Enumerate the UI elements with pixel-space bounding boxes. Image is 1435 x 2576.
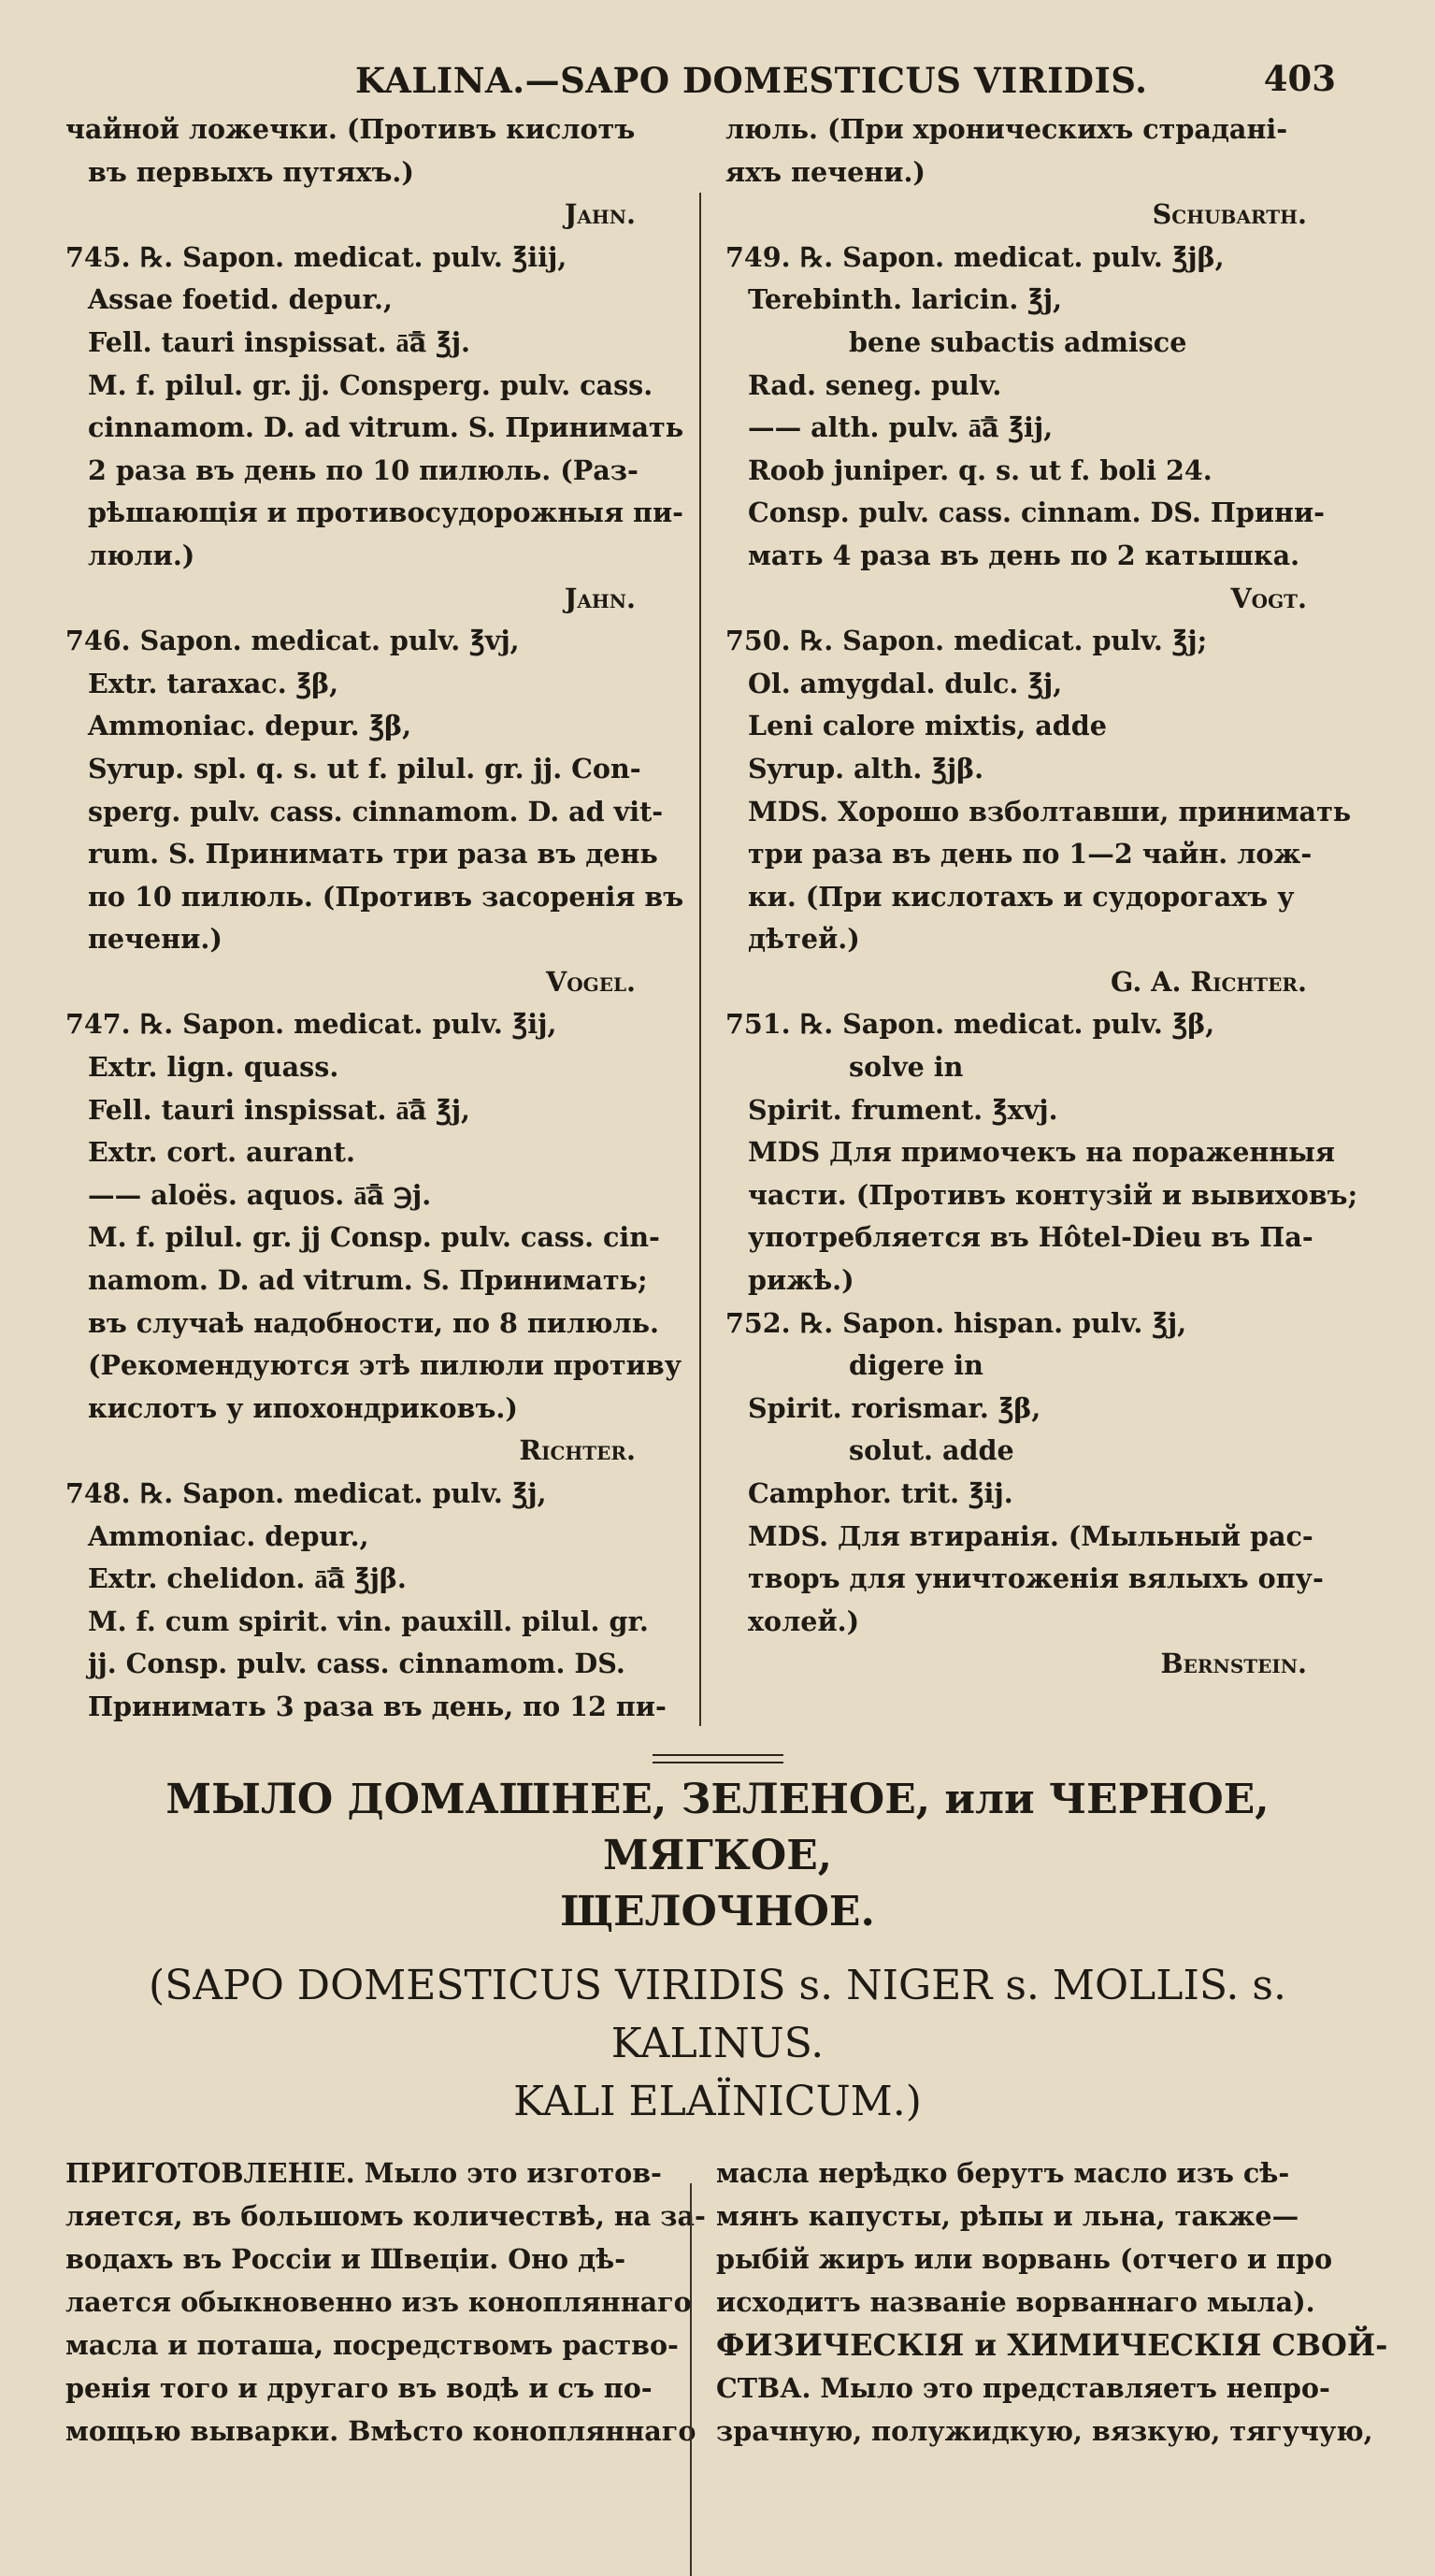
text-line: Ol. amygdal. dulc. ℥j,	[748, 667, 1063, 699]
text-line: масла нерѣдко берутъ масло изъ сѣ-	[716, 2156, 1290, 2189]
text-line: рижѣ.)	[748, 1264, 854, 1297]
text-line: bene subactis admisce	[849, 325, 1187, 358]
text-line: мянъ капусты, рѣпы и льна, также—	[716, 2199, 1299, 2232]
text-line: яхъ печени.)	[725, 155, 926, 188]
text-line: —— alth. pulv. ā͞ā ℥ij,	[748, 411, 1054, 444]
text-line: —— aloës. aquos. ā͞ā ℈j.	[88, 1178, 432, 1211]
section-title-line: МЫЛО ДОМАШНЕЕ, ЗЕЛЕНОЕ, или ЧЕРНОЕ, МЯГКОЕ,	[165, 1775, 1270, 1879]
text-line: ляется, въ большомъ количествѣ, на за-	[65, 2199, 706, 2232]
description-left	[65, 2151, 706, 2576]
text-line: Extr. chelidon. ā͞ā ℥jβ.	[88, 1562, 407, 1595]
text-line: СТВА. Мыло это представляетъ непро-	[716, 2371, 1330, 2404]
section-latin-title	[65, 1957, 1370, 2131]
text-line: 2 раза въ день по 10 пилюль. (Раз-	[88, 453, 639, 486]
text-line: Leni calore mixtis, adde	[748, 710, 1107, 742]
text-line: M. f. pilul. gr. jj Consp. pulv. cass. cin-	[88, 1221, 660, 1254]
author-signature: Jahn.	[564, 582, 636, 614]
text-line: Assae foetid. depur.,	[88, 283, 393, 316]
text-line: MDS. Для втиранія. (Мыльный рас-	[748, 1519, 1313, 1552]
text-line: печени.)	[88, 923, 222, 956]
text-line: зрачную, полужидкую, вязкую, тягучую,	[716, 2414, 1373, 2447]
running-title: KALINA.—SAPO DOMESTICUS VIRIDIS.	[355, 60, 1148, 101]
author-signature: Vogel.	[546, 965, 636, 998]
text-line: лается обыкновенно изъ конопляннаго	[65, 2285, 692, 2318]
text-line: M. f. pilul. gr. jj. Consperg. pulv. cass.	[88, 368, 653, 401]
text-line: Spirit. frument. ℥xvj.	[748, 1093, 1058, 1126]
text-line: ПРИГОТОВЛЕНІЕ. Мыло это изготов-	[65, 2156, 662, 2189]
author-signature: Vogt.	[1230, 582, 1307, 614]
text-line: по 10 пилюль. (Противъ засоренія въ	[88, 880, 684, 913]
section-ornament	[65, 1749, 1370, 1763]
text-line: Fell. tauri inspissat. ā͞ā ℥j,	[88, 1093, 471, 1126]
text-line: digere in	[849, 1349, 983, 1382]
text-line: M. f. cum spirit. vin. pauxill. pilul. gr.	[88, 1605, 649, 1637]
recipe-heading: 752. ℞. Sapon. hispan. pulv. ℥j,	[725, 1306, 1187, 1339]
text-line: Ammoniac. depur.,	[88, 1519, 369, 1552]
description-columns	[65, 2151, 1388, 2576]
text-line: кислотъ у ипохондриковъ.)	[88, 1391, 518, 1424]
text-line: Syrup. spl. q. s. ut f. pilul. gr. jj. Con-	[88, 752, 641, 784]
author-signature: Bernstein.	[1160, 1648, 1307, 1680]
recipe-columns	[65, 108, 1370, 1729]
recipe-heading: 747. ℞. Sapon. medicat. pulv. ℥ij,	[65, 1008, 557, 1041]
author-signature: G. A. Richter.	[1110, 965, 1307, 998]
text-line: solve in	[849, 1051, 964, 1084]
text-line: водахъ въ Россіи и Швеціи. Оно дѣ-	[65, 2242, 626, 2275]
text-line: Принимать 3 раза въ день, по 12 пи-	[88, 1690, 667, 1722]
text-line: ренія того и другаго въ водѣ и съ по-	[65, 2371, 653, 2404]
text-line: jj. Consp. pulv. cass. cinnamom. DS.	[88, 1648, 625, 1680]
text-line: solut. adde	[849, 1434, 1014, 1467]
latin-title-line: KALI ELAÏNICUM.)	[513, 2077, 922, 2125]
text-line: творъ для уничтоженія вялыхъ опу-	[748, 1562, 1324, 1595]
text-line: cinnamom. D. ad vitrum. S. Принимать	[88, 411, 684, 444]
text-line: части. (Противъ контузій и вывиховъ;	[748, 1178, 1358, 1211]
page-number: 403	[1263, 58, 1336, 99]
text-line: namom. D. ad vitrum. S. Принимать;	[88, 1264, 648, 1297]
left-column	[65, 108, 692, 1729]
text-line: люли.)	[88, 539, 195, 571]
recipe-heading: 749. ℞. Sapon. medicat. pulv. ℥jβ,	[725, 240, 1225, 273]
recipe-heading: 748. ℞. Sapon. medicat. pulv. ℥j,	[65, 1477, 547, 1509]
text-line: sperg. pulv. cass. cinnamom. D. ad vit-	[88, 795, 664, 827]
text-line: въ случаѣ надобности, по 8 пилюль.	[88, 1306, 659, 1339]
latin-title-line: (SAPO DOMESTICUS VIRIDIS s. NIGER s. MOLLIS. s. KALINUS.	[149, 1961, 1286, 2067]
text-line: исходитъ названіе ворваннаго мыла).	[716, 2285, 1315, 2318]
author-signature: Jahn.	[564, 198, 636, 231]
author-signature: Schubarth.	[1152, 198, 1307, 231]
text-line: Camphor. trit. ℥ij.	[748, 1477, 1013, 1509]
recipe-heading: 751. ℞. Sapon. medicat. pulv. ℥β,	[725, 1008, 1215, 1041]
text-line: MDS. Хорошо взболтавши, принимать	[748, 795, 1352, 827]
text-line: MDS Для примочекъ на пораженныя	[748, 1136, 1336, 1169]
running-head	[65, 54, 1370, 108]
author-signature: Richter.	[519, 1434, 636, 1467]
column-divider	[699, 193, 701, 1726]
text-line: Ammoniac. depur. ℥β,	[88, 710, 412, 742]
text-line: мать 4 раза въ день по 2 катышка.	[748, 539, 1300, 571]
recipe-heading: 745. ℞. Sapon. medicat. pulv. ℥iij,	[65, 240, 567, 273]
text-line: холей.)	[748, 1605, 860, 1637]
text-line: чайной ложечки. (Противъ кислотъ	[65, 113, 636, 145]
text-line: Fell. tauri inspissat. ā͞ā ℥j.	[88, 325, 471, 358]
text-line: дѣтей.)	[748, 923, 860, 956]
recipe-heading: 746. Sapon. medicat. pulv. ℥vj,	[65, 625, 520, 657]
text-line: Extr. lign. quass.	[88, 1051, 339, 1084]
column-divider	[690, 2183, 692, 2576]
text-line: Terebinth. laricin. ℥j,	[748, 283, 1063, 316]
recipe-heading: 750. ℞. Sapon. medicat. pulv. ℥j;	[725, 625, 1208, 657]
text-line: Extr. taraxac. ℥β,	[88, 667, 339, 699]
text-line: въ первыхъ путяхъ.)	[88, 155, 414, 188]
section-title	[65, 1772, 1370, 1940]
text-line: Consp. pulv. cass. cinnam. DS. Прини-	[748, 496, 1326, 529]
section-title-line: ЩЕЛОЧНОЕ.	[560, 1887, 875, 1936]
text-line: Spirit. rorismar. ℥β,	[748, 1391, 1041, 1424]
text-line: мощью выварки. Вмѣсто конопляннаго	[65, 2414, 696, 2447]
right-column	[709, 108, 1363, 1729]
subsection-heading: ФИЗИЧЕСКІЯ и ХИМИЧЕСКІЯ СВОЙ-	[716, 2326, 1388, 2363]
text-line: Syrup. alth. ℥jβ.	[748, 752, 984, 784]
text-line: рыбій жиръ или ворвань (отчего и про	[716, 2242, 1333, 2275]
text-line: ки. (При кислотахъ и судорогахъ у	[748, 880, 1295, 913]
text-line: rum. S. Принимать три раза въ день	[88, 838, 658, 871]
text-line: масла и поташа, посредствомъ раство-	[65, 2328, 679, 2361]
text-line: три раза въ день по 1—2 чайн. лож-	[748, 838, 1313, 871]
text-line: (Рекомендуются этѣ пилюли противу	[88, 1349, 682, 1382]
description-right	[699, 2151, 1388, 2576]
text-line: рѣшающія и противосудорожныя пи-	[88, 496, 684, 529]
text-line: Roob juniper. q. s. ut f. boli 24.	[748, 453, 1213, 486]
text-line: Extr. cort. aurant.	[88, 1136, 355, 1169]
text-line: Rad. seneg. pulv.	[748, 368, 1002, 401]
text-line: люль. (При хроническихъ страдані-	[725, 113, 1288, 145]
text-line: употребляется въ Hôtel-Dieu въ Па-	[748, 1221, 1313, 1254]
